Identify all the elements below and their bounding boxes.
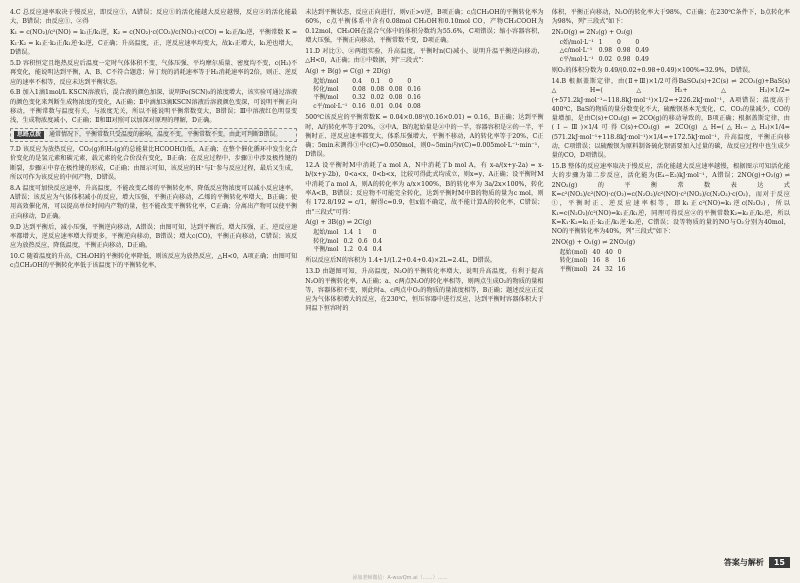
table-cell: 0.04 <box>389 102 403 110</box>
table-cell: 16 <box>592 257 601 265</box>
table-cell: c平/mol·L⁻¹ <box>313 102 348 110</box>
table-row <box>313 229 387 237</box>
answer-11-cont: 500℃该反应的平衡常数K = 0.04×0.08²/(0.16×0.01) = 0.16，B正确；达到平衡时，A的转化率等于20%，③中A、B的起始量是②中的一半，容器容积是②的一半，平衡时正、逆反应速率都变大，体系压强增大，平衡不移动，A的转化率等于20%，C正确；5min末测得①中c(C)=0.050mol，则0~5min内v(C)=0.005mol·L⁻¹·min⁻¹，D错误。 <box>305 114 544 159</box>
table-cell: 平衡/mol <box>313 94 339 102</box>
answer-6: 6.B 加入1滴1mol/L KSCN溶液后，混合液的颜色加深，说明Fe(SCN)₃的浓度增大，该实验可通过溶液的颜色变化来判断生成物浓度的变化，A正确；Ⅱ中滴加3滴KSCN溶液后溶液颜色变深，可说明平衡正向移动，平衡常数与温度有关，与浓度无关，所以不能说明平衡常数变大，B错误；Ⅲ中溶液红色明显变浅，生成物浓度减小，C正确；Ⅱ和Ⅲ对照可以加深对原理的理解，D正确。 <box>10 89 298 125</box>
table-cell: 转化(mol) <box>559 257 588 265</box>
table-cell: 40 <box>605 248 613 256</box>
table-cell: 24 <box>592 265 601 273</box>
table-cell: 1 <box>598 38 603 46</box>
answer-13-end: 则O₂的体积分数为 0.49/(0.02+0.98+0.49)×100%≈32.9%，D错误。 <box>551 67 755 75</box>
table-cell: 0 <box>372 229 377 237</box>
table-cell: 1.4 <box>343 229 354 237</box>
table-cell: 0.08 <box>389 85 403 93</box>
table-cell: 0.4 <box>372 237 383 245</box>
formula-k1-k2: K₁ = c(NO₂)/c²(NO) = k₁正/k₁逆，K₂ = c(NO₂)·c(CO₂)/c(NO₂)·c(CO) = k₂正/k₂逆，平衡常数 K = <box>10 29 298 37</box>
tip-box <box>10 128 297 143</box>
table-cell: 0 <box>617 248 622 256</box>
table-cell: 0.16 <box>352 102 366 110</box>
ice-table-3-equation: 2N₂O(g) ⇌ 2N₂(g) + O₂(g) <box>551 29 633 37</box>
table-cell: 0.01 <box>370 102 385 110</box>
table-cell: 1 <box>358 229 362 237</box>
table-cell: 0.02 <box>598 55 613 63</box>
column-middle <box>305 8 543 560</box>
columns <box>10 8 790 560</box>
table-cell: 转化/mol <box>313 237 339 245</box>
answer-14: 14.B 根据盖斯定律，由(Ⅱ+Ⅲ)×1/2可得BaSO₄(s)+2C(s) ⇌ 2CO₂(g)+BaS(s) △H=(△H₂+△H₃)×1/2=(+571.2kJ·mol⁻¹−118.8kJ·mol⁻¹)×1/2=+226.2kJ·mol⁻¹，A项错误；温度高于400℃，BaS的物质的量分数变化不大，硫酸钡基本无变化，C、CO₂的量减少，CO的量增加，是由C(s)+CO₂(g) ⇌ 2CO(g)的移动导致的，B项正确；根据盖斯定律，由(Ⅰ−Ⅲ)×1/4可得C(s)+CO₂(g) ⇌ 2CO(g) △H=(△H₁−△H₃)×1/4=(571.2kJ·mol⁻¹+118.8kJ·mol⁻¹)×1/4=+172.5kJ·mol⁻¹，升高温度，平衡正向移动，C项错误；以硫酸钡为原料制备硫化钡需要加入过量的碳，故反应过程中也生成少量的CO，D项错误。 <box>551 77 790 160</box>
page-number: 15 <box>769 557 790 568</box>
table-cell: 0 <box>407 77 412 85</box>
ice-table-1-equation: A(g) + B(g) ⇌ C(g) + 2D(g) <box>305 67 391 75</box>
watermark-text: 添加老师微信：A-wuvQm.ai（……）…… <box>352 575 448 581</box>
table-row <box>313 78 426 86</box>
table-cell: 16 <box>617 265 626 273</box>
table-cell: 起始/mol <box>313 77 339 85</box>
table-cell: 0.4 <box>358 246 368 254</box>
table-cell: 8 <box>605 257 609 265</box>
table-row <box>560 47 654 55</box>
table-cell: 0.16 <box>407 85 421 93</box>
table-cell: 转化/mol <box>313 85 339 93</box>
table-row <box>313 246 387 254</box>
ice-table-4-equation: 2NO(g) + O₂(g) ⇌ 2NO₂(g) <box>551 238 636 246</box>
table-cell: 0 <box>389 77 393 85</box>
answer-13-cont: 体积，平衡正向移动，N₂O的转化率大于98%，C正确；在230℃条件下，b点转化率为98%，列"三段式"如下： <box>551 9 790 26</box>
table-cell: 0.4 <box>352 77 362 85</box>
table-cell: 0.6 <box>358 237 368 245</box>
table-row <box>560 257 631 265</box>
ice-table-2-equation: A(g) + 3B(g) ⇌ 2C(g) <box>305 219 372 227</box>
ice-table-1 <box>313 78 426 112</box>
table-row <box>560 249 631 257</box>
table-cell: 0 <box>635 38 640 46</box>
table-cell: 起始(mol) <box>559 248 588 256</box>
table-cell: c始/mol·L⁻¹ <box>559 38 594 46</box>
table-cell: △c/mol·L⁻¹ <box>559 47 593 55</box>
table-cell: 32 <box>605 265 613 273</box>
table-cell: 0.4 <box>372 246 383 254</box>
table-cell: 0.08 <box>352 85 366 93</box>
answer-8: 8.A 温度可加快反应速率，升高温度，不能改变乙烯的平衡转化率，降低反应物浓度可以减小反应速率，A错误；该反应为气体体积减小的反应，增大压强，平衡正向移动，乙烯的平衡转化率增大，B正确；使用高效催化剂，可以提高单位时间内产物的量，但不能改变平衡转化率，C正确；分离出产物可以使平衡正向移动，D正确。 <box>10 184 298 220</box>
table-row <box>313 94 426 102</box>
table-cell: 0.98 <box>617 55 631 63</box>
table-row <box>560 39 654 47</box>
table-cell: 0.02 <box>370 94 385 102</box>
answer-5: 5.D 容积恒定且绝热反应后温度一定时气体体积不变，气体压强、平均摩尔质量、密度均不变，c(H₂)不再变化，能说明达到平衡，A、B、C不符合题意；异丁烷的消耗速率等于H₂消耗速率的2倍，则正、逆反应的速率不相等，反应未达到平衡状态。 <box>10 59 298 86</box>
table-cell: 0.98 <box>617 47 631 55</box>
table-cell: 平衡(mol) <box>559 265 588 273</box>
footer-badge <box>719 556 790 569</box>
table-row <box>313 238 387 246</box>
table-cell: 40 <box>592 248 601 256</box>
table-cell: 起始/mol <box>313 229 339 237</box>
column-left <box>10 8 297 560</box>
table-cell: 0.49 <box>635 55 649 63</box>
answer-13: 13.D 由题图可知，升高温度，N₂O的平衡转化率增大，说明升高温度，有利于提高N₂O的平衡转化率，A正确；a、c两点N₂O的转化率相等，则两点生成O₂的物质的量相等，容器体积不变，则此时a、c两点中O₂的物质的量浓度相等，B正确；题述反应正反应为气体体积增大的反应，在230℃，恒压容器中进行反应，达到平衡时容器体积大于同温下恒容时的 <box>305 268 544 313</box>
table-cell: 0.08 <box>407 102 421 110</box>
table-cell: 1.2 <box>343 246 354 254</box>
footer-label: 答案与解析 <box>723 558 764 567</box>
answer-11: 11.D 对比①、②两组实验，升高温度，平衡时n(C)减小，说明升温平衡逆向移动，△H<0，A正确；由①中数据，列"三段式"： <box>305 47 544 64</box>
table-cell: 0.98 <box>598 47 613 55</box>
column-right <box>552 8 790 560</box>
table-cell: 平衡/mol <box>313 246 339 254</box>
table-cell: 0 <box>617 38 621 46</box>
table-cell: 0.08 <box>370 85 385 93</box>
table-cell: 0.32 <box>352 94 366 102</box>
table-cell: 16 <box>617 257 626 265</box>
answer-4: 4.C 总反应速率取决于慢反应，即反应①，A错误；反应①的活化能越大反应越慢，反应②的活化能最大，B错误；由反应①、②得 <box>10 9 298 26</box>
table-row <box>560 56 654 64</box>
answer-4-cont: K₁·K₂ = k₁正·k₂正/k₁逆·k₂逆，C正确；升高温度，正、逆反应速率均变大，故k₁正增大，k₁逆也增大，D错误。 <box>10 39 298 57</box>
tip-text: 通常情况下，平衡常数只受温度的影响，温度不变，平衡常数不变，由此可判断B错误。 <box>48 130 282 138</box>
table-cell: 0.1 <box>370 77 381 85</box>
ice-table-3 <box>560 39 654 64</box>
answer-10-cont: 未达到平衡状态，反应正向进行，则v正>v逆，B项正确；c点CH₃OH的平衡转化率为60%，c点平衡体系中含有0.08mol CH₃OH和0.10mol CO，产物CH₃COOH为0.12mol，CH₃OH在混合气体中的体积分数约为55.6%，C项错误；缩小容器容积，增大压强，平衡正向移动，平衡常数不变，D项正确。 <box>305 9 544 44</box>
table-row <box>560 266 631 274</box>
answer-12-cont: 所以反应后N的容积为 1.4+1/(1.2+0.4+0.4)×2L=2.4L，D错误。 <box>305 257 497 265</box>
ice-table-4 <box>560 249 631 274</box>
table-row <box>313 103 426 111</box>
answer-7: 7.D 该反应为放热反应，CO₂(g)和H₂(g)的总能量比HCOOH(l)低，A正确；在整个催化循环中发生化合价变化的是氢元素和碳元素，载元素的化合价没有变化，B正确；在反应过程中，步骤①中涉及极性键的断裂，步骤④中存在极性键的形成，C正确；由图示可知，该反应的H⁺与I⁻参与反应过程，最后又生成，所以可作为该反应的中间产物，D错误。 <box>10 146 298 182</box>
tip-tag: 思路点拨 <box>14 131 44 140</box>
table-cell: 0.08 <box>389 94 403 102</box>
table-cell: 0.16 <box>407 94 421 102</box>
table-cell: 0.49 <box>635 47 649 55</box>
table-cell: 0.2 <box>343 237 354 245</box>
answer-15: 15.B 整体的反应速率取决于慢反应，活化能越大反应速率越慢，根据图示可知活化能大的步骤为第二步反应，活化能为(E₄−E₂)kJ·mol⁻¹，A错误；2NO(g)+O₂(g) ⇌ 2NO₂(g)的平衡常数表达式K=c²(NO₂)/c²(NO)·c(O₂)=c(N₂O₂)/c²(NO)·c²(NO₂)/c(N₂O₂)·c(O₂)，而对于反应①，平衡时正、逆反应速率相等，即k₁正c²(NO)=k₁逆c(N₂O₂)，所以K₁=c(N₂O₂)/c²(NO)=k₁正/k₁逆，同理可得反应②的平衡常数K₂=k₂正/k₂逆，所以K=K₁·K₂=k₁正·k₂正/k₁逆·k₂逆，C错误；设等物质的量的NO与O₂分别为40mol，NO的平衡转化率为40%，列"三段式"如下： <box>551 163 790 236</box>
ice-table-2 <box>313 229 387 254</box>
answer-10: 10.C 随着温度的升高，CH₃OH的平衡转化率降低，则该反应为放热反应，△H<0，A项正确；由图可知c点CH₃OH的平衡转化率低于该温度下的平衡转化率， <box>10 252 298 270</box>
answer-12: 12.A 设平衡时M中消耗了a mol A，N中消耗了b mol A，有 x-a/(x+y-2a) = x-b/(x+y-2b)，0<a<x，0<b<x，比较可得此式均成立，则x=y，A正确；设平衡时M中消耗了a mol A，则A的转化率为 a/x×100%，B的转化率为 3a/2x×100%，转化率A<B，B错误；反应物不可能完全转化，达到平衡时M中B的物质的量为c mol，则有 172.8/192 = c/1，解得c=0.9，但x值不确定，故不能计算A的转化率，C错误；由"三段式"可得： <box>305 162 544 216</box>
answer-9: 9.D 达到平衡后，减小压强，平衡逆向移动，A错误；由图可知，达到平衡后，增大压强，正、逆反应速率都增大，逆反应速率增大得更多，平衡逆向移动，B错误；增大c(CO)，平衡正向移动，C错误；该反应为放热反应，降低温度，平衡正向移动，D正确。 <box>10 223 298 250</box>
table-cell: c平/mol·L⁻¹ <box>559 55 594 63</box>
